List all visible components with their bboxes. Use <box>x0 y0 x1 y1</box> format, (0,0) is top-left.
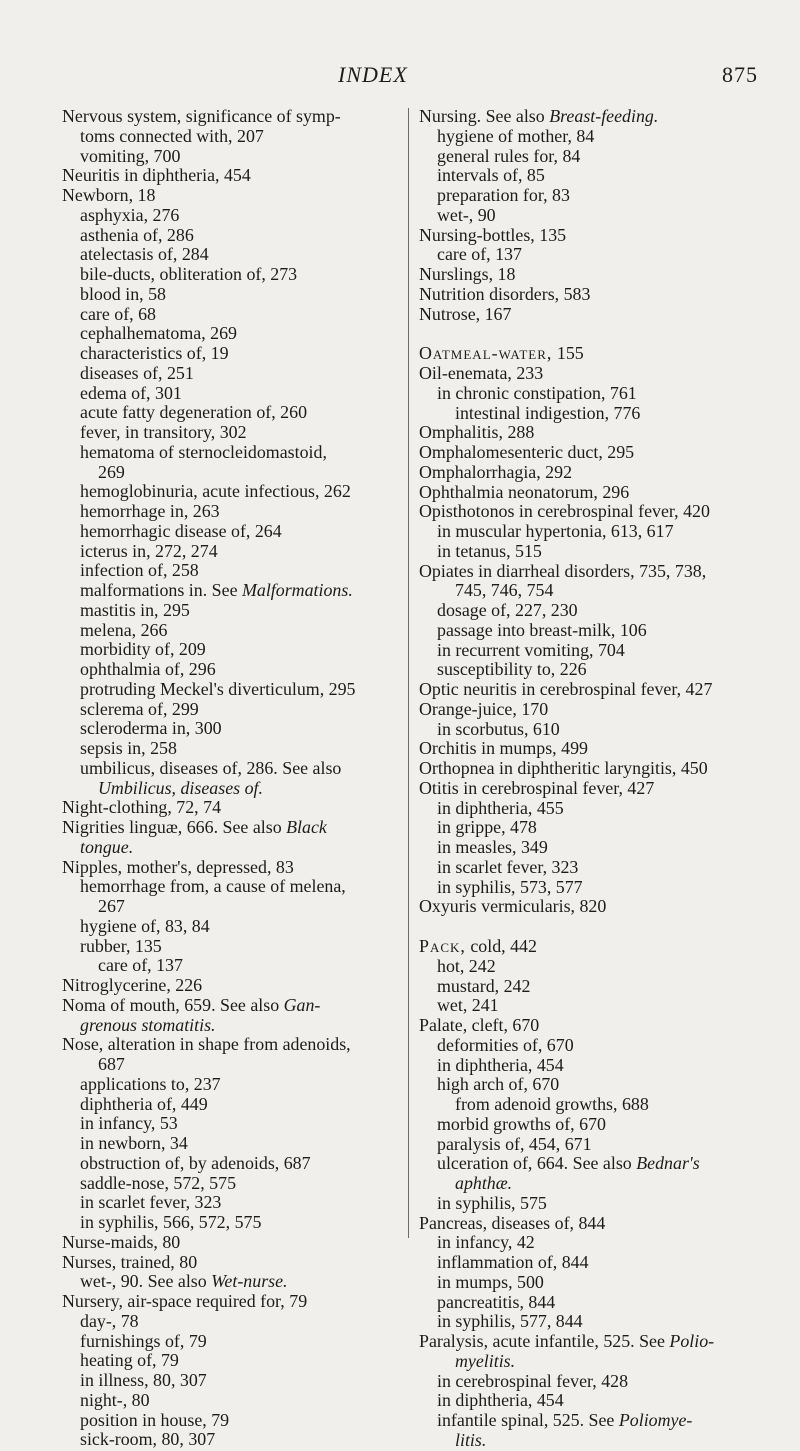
index-entry <box>419 700 749 720</box>
entry-text: in recurrent vomiting, 704 <box>437 639 625 660</box>
entry-cross-reference: Polio- <box>669 1331 715 1351</box>
index-subentry <box>62 897 394 917</box>
entry-text: cephalhematoma, 269 <box>80 323 237 344</box>
entry-text: icterus in, 272, 274 <box>80 540 218 561</box>
index-subentry <box>62 1193 394 1213</box>
index-subentry <box>62 502 394 522</box>
entry-text: in scorbutus, 610 <box>437 718 560 739</box>
entry-text: Opisthotonos in cerebrospinal fever, 420 <box>419 501 710 522</box>
entry-text: intestinal indigestion, 776 <box>455 402 641 423</box>
index-subentry <box>62 581 394 601</box>
index-subentry <box>62 601 394 621</box>
entry-text: in infancy, 53 <box>80 1113 178 1134</box>
index-subentry <box>419 1095 749 1115</box>
entry-text: Oil-enemata, 233 <box>419 363 544 383</box>
index-subentry <box>419 621 749 641</box>
entry-text: in grippe, 478 <box>437 817 537 838</box>
entry-text: Orthopnea in diphtheritic laryngitis, 450 <box>419 758 708 778</box>
index-subentry <box>419 166 749 186</box>
running-title: INDEX <box>338 62 408 87</box>
entry-text: Otitis in cerebrospinal fever, 427 <box>419 777 655 798</box>
entry-text: pancreatitis, 844 <box>437 1291 556 1312</box>
entry-text: atelectasis of, 284 <box>80 244 209 265</box>
entry-text: 267 <box>98 896 125 916</box>
entry-text: obstruction of, by adenoids, 687 <box>80 1152 311 1173</box>
index-entry <box>62 996 394 1016</box>
entry-text: hematoma of sternocleidomastoid, <box>80 441 327 462</box>
entry-cross-reference: Malformations. <box>241 580 353 600</box>
entry-text: position in house, 79 <box>80 1409 230 1430</box>
entry-smallcaps-term: Pack, <box>419 936 466 956</box>
entry-text: in mumps, 500 <box>437 1271 544 1292</box>
index-subentry <box>62 1114 394 1134</box>
entry-text: in cerebrospinal fever, 428 <box>437 1370 629 1391</box>
index-entry <box>62 166 394 186</box>
index-subentry <box>62 640 394 660</box>
entry-cross-reference: myelitis. <box>455 1350 516 1371</box>
entry-text: preparation for, 83 <box>437 185 570 205</box>
index-column-right <box>419 107 749 1451</box>
entry-text: care of, 137 <box>437 244 522 265</box>
index-entry <box>419 305 749 325</box>
entry-text: Ophthalmia neonatorum, 296 <box>419 481 630 502</box>
index-subentry <box>419 1352 749 1372</box>
entry-text: infection of, 258 <box>80 560 199 581</box>
index-entry <box>419 483 749 503</box>
index-entry <box>419 680 749 700</box>
index-entry <box>62 186 394 206</box>
index-subentry <box>419 1273 749 1293</box>
index-subentry <box>62 384 394 404</box>
index-subentry <box>62 542 394 562</box>
entry-text: in tetanus, 515 <box>437 540 542 561</box>
entry-text: Noma of mouth, 659. See also <box>62 994 284 1015</box>
index-entry <box>62 798 394 818</box>
entry-text: from adenoid growths, 688 <box>455 1094 649 1114</box>
index-entry <box>62 1233 394 1253</box>
entry-text: applications to, 237 <box>80 1073 221 1094</box>
entry-text: infantile spinal, 525. See <box>437 1410 619 1430</box>
index-subentry <box>419 206 749 226</box>
index-subentry <box>62 265 394 285</box>
index-subentry <box>419 384 749 404</box>
entry-text: hot, 242 <box>437 955 496 976</box>
entry-text: protruding Meckel's diverticulum, 295 <box>80 678 356 699</box>
entry-cross-reference: Breast-feeding. <box>549 106 659 126</box>
entry-text: Omphalorrhagia, 292 <box>419 461 573 482</box>
entry-text: wet, 241 <box>437 995 499 1016</box>
entry-text: in diphtheria, 454 <box>437 1054 564 1075</box>
entry-text: in muscular hypertonia, 613, 617 <box>437 521 674 541</box>
index-subentry <box>419 996 749 1016</box>
entry-text: 687 <box>98 1054 125 1074</box>
index-entry <box>419 443 749 463</box>
entry-text: wet-, 90 <box>437 204 496 225</box>
entry-text: in chronic constipation, 761 <box>437 382 637 403</box>
entry-text: night-, 80 <box>80 1389 150 1410</box>
entry-cross-reference: Black <box>286 817 327 837</box>
index-subentry <box>62 1351 394 1371</box>
index-subentry <box>62 1272 394 1292</box>
index-subentry <box>62 700 394 720</box>
index-subentry <box>419 1233 749 1253</box>
index-subentry <box>62 1391 394 1411</box>
entry-text: blood in, 58 <box>80 283 166 304</box>
index-subentry <box>62 1016 394 1036</box>
entry-text: 745, 746, 754 <box>455 580 554 601</box>
entry-text: care of, 68 <box>80 303 156 324</box>
index-subentry <box>419 977 749 997</box>
index-subentry <box>419 1411 749 1431</box>
entry-text: hemorrhage in, 263 <box>80 501 220 521</box>
entry-text: Optic neuritis in cerebrospinal fever, 427 <box>419 679 713 699</box>
index-entry <box>419 779 749 799</box>
entry-text: toms connected with, 207 <box>80 125 264 146</box>
index-subentry <box>62 719 394 739</box>
entry-cross-reference: Gan- <box>283 994 321 1015</box>
index-entry <box>62 858 394 878</box>
entry-text: asphyxia, 276 <box>80 204 180 225</box>
index-entry <box>419 107 749 127</box>
index-subentry <box>419 1135 749 1155</box>
index-subentry <box>62 759 394 779</box>
index-subentry <box>62 403 394 423</box>
index-subentry <box>419 641 749 661</box>
index-subentry <box>419 1115 749 1135</box>
entry-text: in syphilis, 566, 572, 575 <box>80 1212 262 1232</box>
entry-text: in syphilis, 577, 844 <box>437 1311 583 1332</box>
index-subentry <box>62 344 394 364</box>
index-subentry <box>419 1075 749 1095</box>
index-subentry <box>62 147 394 167</box>
index-subentry <box>62 1075 394 1095</box>
entry-text: malformations in. See <box>80 580 242 600</box>
index-entry <box>419 364 749 384</box>
index-entry <box>62 976 394 996</box>
index-subentry <box>62 482 394 502</box>
entry-text: hygiene of mother, 84 <box>437 125 595 146</box>
entry-text: in scarlet fever, 323 <box>80 1192 222 1213</box>
index-subentry <box>419 660 749 680</box>
entry-cross-reference: litis. <box>455 1429 487 1450</box>
index-subentry <box>62 779 394 799</box>
entry-text: Nutrose, 167 <box>419 303 512 324</box>
entry-text: intervals of, 85 <box>437 165 545 186</box>
index-subentry <box>62 443 394 463</box>
index-entry <box>419 897 749 917</box>
entry-text: sclerema of, 299 <box>80 698 199 719</box>
index-subentry <box>62 206 394 226</box>
entry-text: melena, 266 <box>80 619 168 640</box>
entry-text: Night-clothing, 72, 74 <box>62 797 222 818</box>
entry-text: Nursing-bottles, 135 <box>419 224 567 245</box>
entry-text: Nose, alteration in shape from adenoids, <box>62 1034 351 1055</box>
index-entry <box>419 344 749 364</box>
index-subentry <box>62 956 394 976</box>
entry-text: edema of, 301 <box>80 382 182 403</box>
entry-text: diseases of, 251 <box>80 362 194 383</box>
entry-text: Nitroglycerine, 226 <box>62 975 203 995</box>
entry-text: in scarlet fever, 323 <box>437 856 579 877</box>
entry-text: Nipples, mother's, depressed, 83 <box>62 856 294 877</box>
index-entry <box>62 818 394 838</box>
index-subentry <box>419 838 749 858</box>
index-subentry <box>419 404 749 424</box>
index-subentry <box>419 1194 749 1214</box>
entry-text: bile-ducts, obliteration of, 273 <box>80 264 298 284</box>
index-subentry <box>62 680 394 700</box>
entry-text: mastitis in, 295 <box>80 599 190 620</box>
index-subentry <box>62 245 394 265</box>
index-subentry <box>419 1391 749 1411</box>
index-subentry <box>62 1174 394 1194</box>
entry-cross-reference: tongue. <box>80 836 134 857</box>
entry-text: hemorrhagic disease of, 264 <box>80 520 282 541</box>
index-entry <box>62 1035 394 1055</box>
entry-text: Newborn, 18 <box>62 185 156 205</box>
index-entry <box>419 463 749 483</box>
index-entry <box>419 562 749 582</box>
index-subentry <box>62 305 394 325</box>
entry-text: day-, 78 <box>80 1310 139 1331</box>
index-subentry <box>62 127 394 147</box>
entry-text: saddle-nose, 572, 575 <box>80 1172 237 1193</box>
index-entry <box>419 739 749 759</box>
entry-text: high arch of, 670 <box>437 1074 560 1095</box>
entry-text: Omphalomesenteric duct, 295 <box>419 442 635 462</box>
index-entry <box>62 107 394 127</box>
index-subentry <box>62 364 394 384</box>
index-entry <box>419 1332 749 1352</box>
entry-text: in diphtheria, 455 <box>437 797 564 818</box>
index-subentry <box>419 186 749 206</box>
entry-text: diphtheria of, 449 <box>80 1093 208 1114</box>
entry-text: hemorrhage from, a cause of melena, <box>80 876 346 897</box>
index-subentry <box>62 1430 394 1450</box>
entry-text: Nurse-maids, 80 <box>62 1231 181 1252</box>
index-subentry <box>419 818 749 838</box>
entry-text: in illness, 80, 307 <box>80 1370 207 1390</box>
entry-text: ophthalmia of, 296 <box>80 659 216 679</box>
index-entry <box>62 1292 394 1312</box>
entry-text: Nurslings, 18 <box>419 264 516 284</box>
entry-text: Orange-juice, 170 <box>419 698 549 719</box>
entry-text: Paralysis, acute infantile, 525. See <box>419 1331 670 1351</box>
index-subentry <box>62 621 394 641</box>
index-subentry <box>419 799 749 819</box>
entry-text: hygiene of, 83, 84 <box>80 915 210 936</box>
index-subentry <box>419 1154 749 1174</box>
entry-text: in syphilis, 575 <box>437 1192 547 1213</box>
entry-text: in measles, 349 <box>437 837 548 857</box>
entry-text: fever, in transitory, 302 <box>80 422 247 442</box>
index-subentry <box>62 877 394 897</box>
index-entry <box>419 285 749 305</box>
index-subentry <box>62 739 394 759</box>
entry-text: susceptibility to, 226 <box>437 659 587 680</box>
entry-text: morbid growths of, 670 <box>437 1113 606 1134</box>
entry-text: inflammation of, 844 <box>437 1252 589 1272</box>
entry-text: 269 <box>98 461 125 482</box>
entry-text: in newborn, 34 <box>80 1133 188 1153</box>
entry-text: Nursing. See also <box>419 106 550 126</box>
index-subentry <box>62 285 394 305</box>
page-header <box>0 62 800 92</box>
entry-text: sick-room, 80, 307 <box>80 1429 216 1450</box>
entry-text: in syphilis, 573, 577 <box>437 876 583 897</box>
index-subentry <box>62 1213 394 1233</box>
entry-text: ulceration of, 664. See also <box>437 1153 637 1174</box>
entry-text: Palate, cleft, 670 <box>419 1015 540 1035</box>
index-entry <box>419 937 749 957</box>
index-subentry <box>419 1293 749 1313</box>
index-subentry <box>419 581 749 601</box>
entry-text: vomiting, 700 <box>80 145 181 166</box>
index-subentry <box>62 463 394 483</box>
entry-text: characteristics of, 19 <box>80 343 229 363</box>
section-gap <box>419 324 749 344</box>
index-subentry <box>419 1174 749 1194</box>
index-subentry <box>419 1253 749 1273</box>
index-subentry <box>419 245 749 265</box>
index-subentry <box>62 561 394 581</box>
entry-text: sepsis in, 258 <box>80 738 177 758</box>
entry-text: care of, 137 <box>98 955 183 976</box>
entry-text: rubber, 135 <box>80 935 162 956</box>
entry-text: Neuritis in diphtheria, 454 <box>62 165 251 186</box>
entry-text: paralysis of, 454, 671 <box>437 1133 592 1154</box>
entry-cross-reference: aphthæ. <box>455 1173 513 1193</box>
index-subentry <box>419 1056 749 1076</box>
column-divider <box>408 108 409 1238</box>
index-subentry <box>419 522 749 542</box>
index-subentry <box>419 720 749 740</box>
entry-smallcaps-term: Oatmeal-water, <box>419 343 553 364</box>
index-subentry <box>419 957 749 977</box>
index-subentry <box>62 324 394 344</box>
index-subentry <box>419 542 749 562</box>
entry-text: hemoglobinuria, acute infectious, 262 <box>80 481 351 502</box>
index-entry <box>419 759 749 779</box>
entry-text: Nutrition disorders, 583 <box>419 283 591 304</box>
entry-text: morbidity of, 209 <box>80 639 206 660</box>
index-subentry <box>419 858 749 878</box>
entry-text: Nervous system, significance of symp- <box>62 106 341 126</box>
index-entry <box>419 423 749 443</box>
index-subentry <box>62 917 394 937</box>
index-subentry <box>62 1332 394 1352</box>
index-subentry <box>62 1055 394 1075</box>
section-gap <box>419 917 749 937</box>
entry-text: Oxyuris vermicularis, 820 <box>419 896 607 917</box>
entry-cross-reference: Wet-nurse. <box>211 1271 288 1292</box>
index-subentry <box>62 937 394 957</box>
index-subentry <box>62 423 394 443</box>
entry-text: dosage of, 227, 230 <box>437 600 578 620</box>
entry-text: Pancreas, diseases of, 844 <box>419 1212 606 1233</box>
index-subentry <box>62 660 394 680</box>
entry-cross-reference: Umbilicus, diseases of. <box>98 777 263 798</box>
entry-text: Opiates in diarrheal disorders, 735, 738, <box>419 560 707 581</box>
index-subentry <box>419 1312 749 1332</box>
index-subentry <box>419 1036 749 1056</box>
entry-cross-reference: Poliomye- <box>618 1410 693 1430</box>
index-subentry <box>62 1371 394 1391</box>
index-column-left <box>62 107 394 1450</box>
index-entry <box>419 1016 749 1036</box>
entry-text: heating of, 79 <box>80 1350 179 1371</box>
entry-text: in diphtheria, 454 <box>437 1390 564 1411</box>
index-subentry <box>62 1312 394 1332</box>
entry-text: asthenia of, 286 <box>80 224 194 245</box>
entry-text: Nigrities linguæ, 666. See also <box>62 817 287 837</box>
entry-text: Nurses, trained, 80 <box>62 1251 198 1272</box>
index-subentry <box>62 522 394 542</box>
entry-text: Nursery, air-space required for, 79 <box>62 1291 308 1311</box>
index-subentry <box>419 147 749 167</box>
entry-text: Omphalitis, 288 <box>419 422 535 443</box>
index-subentry <box>62 1134 394 1154</box>
entry-text: scleroderma in, 300 <box>80 718 222 739</box>
entry-text: in infancy, 42 <box>437 1232 535 1253</box>
entry-text: furnishings of, 79 <box>80 1330 207 1351</box>
index-subentry <box>419 601 749 621</box>
index-subentry <box>419 1431 749 1451</box>
index-subentry <box>62 1095 394 1115</box>
index-subentry <box>419 127 749 147</box>
page-number: 875 <box>722 62 758 87</box>
index-entry <box>419 226 749 246</box>
entry-text: mustard, 242 <box>437 975 531 996</box>
entry-text: Orchitis in mumps, 499 <box>419 738 588 759</box>
index-entry <box>419 1214 749 1234</box>
entry-cross-reference: Bednar's <box>636 1153 700 1174</box>
entry-text: deformities of, 670 <box>437 1034 574 1055</box>
index-subentry <box>62 226 394 246</box>
index-entry <box>419 502 749 522</box>
entry-text: passage into breast-milk, 106 <box>437 619 647 640</box>
entry-text: cold, 442 <box>465 936 537 956</box>
index-entry <box>62 1253 394 1273</box>
index-subentry <box>419 1372 749 1392</box>
index-entry <box>419 265 749 285</box>
entry-text: acute fatty degeneration of, 260 <box>80 402 308 423</box>
index-subentry <box>62 838 394 858</box>
index-subentry <box>419 878 749 898</box>
index-subentry <box>62 1154 394 1174</box>
entry-text: umbilicus, diseases of, 286. See also <box>80 757 342 778</box>
index-subentry <box>62 1411 394 1431</box>
entry-text: wet-, 90. See also <box>80 1271 212 1292</box>
entry-text: 155 <box>552 343 584 364</box>
entry-cross-reference: grenous stomatitis. <box>80 1014 216 1035</box>
entry-text: general rules for, 84 <box>437 145 581 166</box>
